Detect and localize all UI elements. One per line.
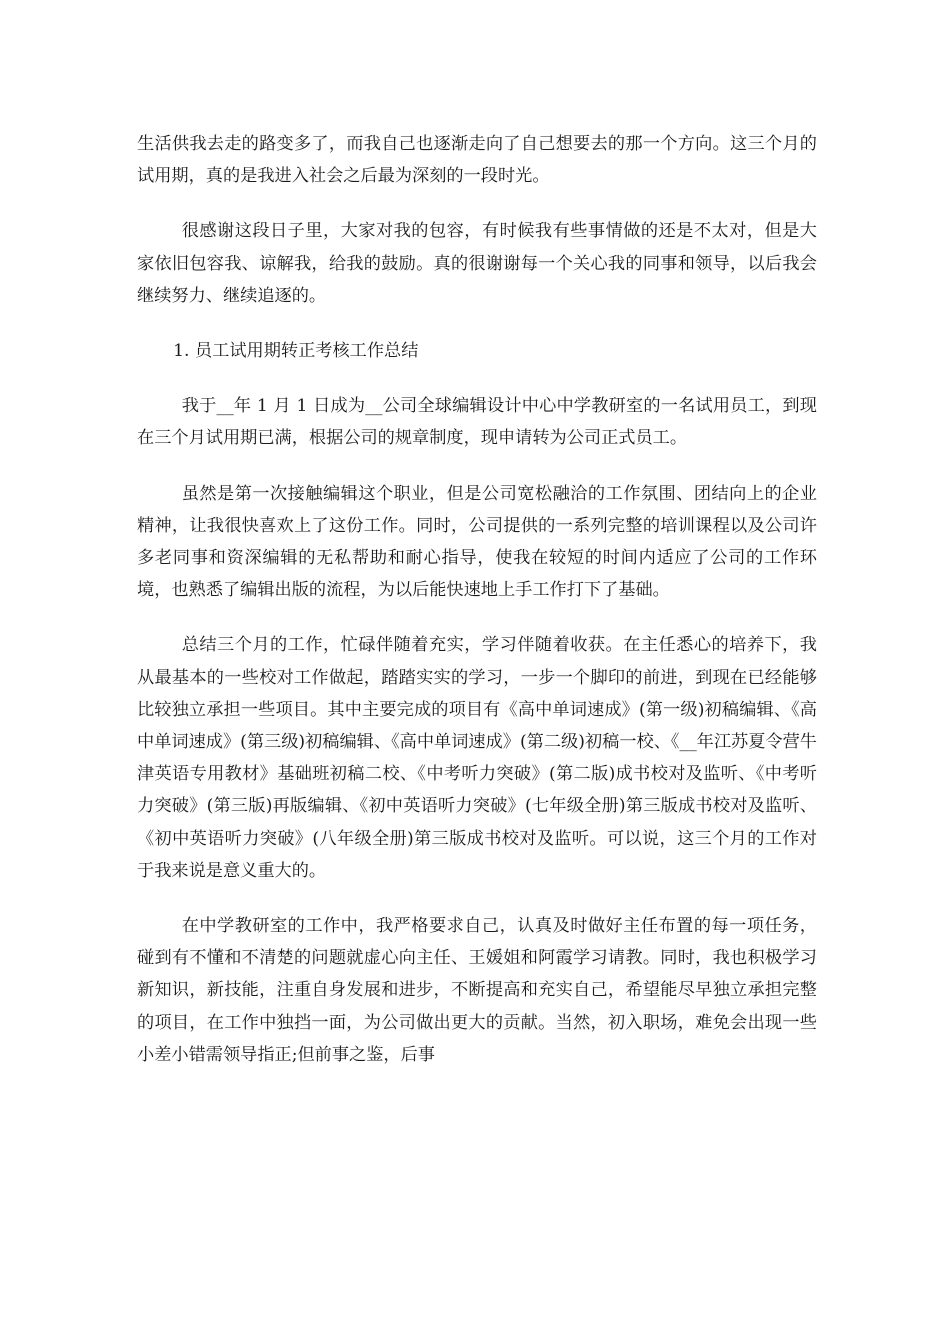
paragraph-work-summary: 总结三个月的工作，忙碌伴随着充实，学习伴随着收获。在主任悉心的培养下，我从最基本的一些校对工作做起，踏踏实实的学习，一步一个脚印的前进，到现在已经能够比较独立承担一些项目。其中主要完成的项目有《高中单词速成》(第一级)初稿编辑、《高中单词速成》(第三级)初稿编辑、《高中单词速成》(第二级)初稿一校、《__年江苏夏令营牛津英语专用教材》基础班初稿二校、《中考听力突破》(第二版)成书校对及监听、《中考听力突破》(第三版)再版编辑、《初中英语听力突破》(七年级全册)第三版成书校对及监听、《初中英语听力突破》(八年级全册)第三版成书校对及监听。可以说，这三个月的工作对于我来说是意义重大的。 — [137, 635, 817, 881]
document-body — [137, 128, 817, 1094]
paragraph-first-job: 虽然是第一次接触编辑这个职业，但是公司宽松融洽的工作氛围、团结向上的企业精神，让我很快喜欢上了这份工作。同时，公司提供的一系列完整的培训课程以及公司许多老同事和资深编辑的无私帮助和耐心指导，使我在较短的时间内适应了公司的工作环境，也熟悉了编辑出版的流程，为以后能快速地上手工作打下了基础。 — [137, 483, 817, 601]
section-heading: 1. 员工试用期转正考核工作总结 — [173, 341, 419, 362]
paragraph-thanks: 很感谢这段日子里，大家对我的包容，有时候我有些事情做的还是不太对，但是大家依旧包容我、谅解我，给我的鼓励。真的很谢谢每一个关心我的同事和领导，以后我会继续努力、继续追逐的。 — [137, 221, 817, 306]
paragraph-intro: 我于__年 1 月 1 日成为__公司全球编辑设计中心中学教研室的一名试用员工，到现在三个月试用期已满，根据公司的规章制度，现申请转为公司正式员工。 — [137, 396, 817, 449]
paragraph-self-requirement: 在中学教研室的工作中，我严格要求自己，认真及时做好主任布置的每一项任务，碰到有不懂和不清楚的问题就虚心向主任、王媛姐和阿霞学习请教。同时，我也积极学习新知识，新技能，注重自身发展和进步，不断提高和充实自己，希望能尽早独立承担完整的项目，在工作中独挡一面，为公司做出更大的贡献。当然，初入职场，难免会出现一些小差小错需领导指正;但前事之鉴，后事 — [137, 916, 817, 1065]
paragraph-continuation: 生活供我去走的路变多了，而我自己也逐渐走向了自己想要去的那一个方向。这三个月的试用期，真的是我进入社会之后最为深刻的一段时光。 — [137, 134, 817, 187]
